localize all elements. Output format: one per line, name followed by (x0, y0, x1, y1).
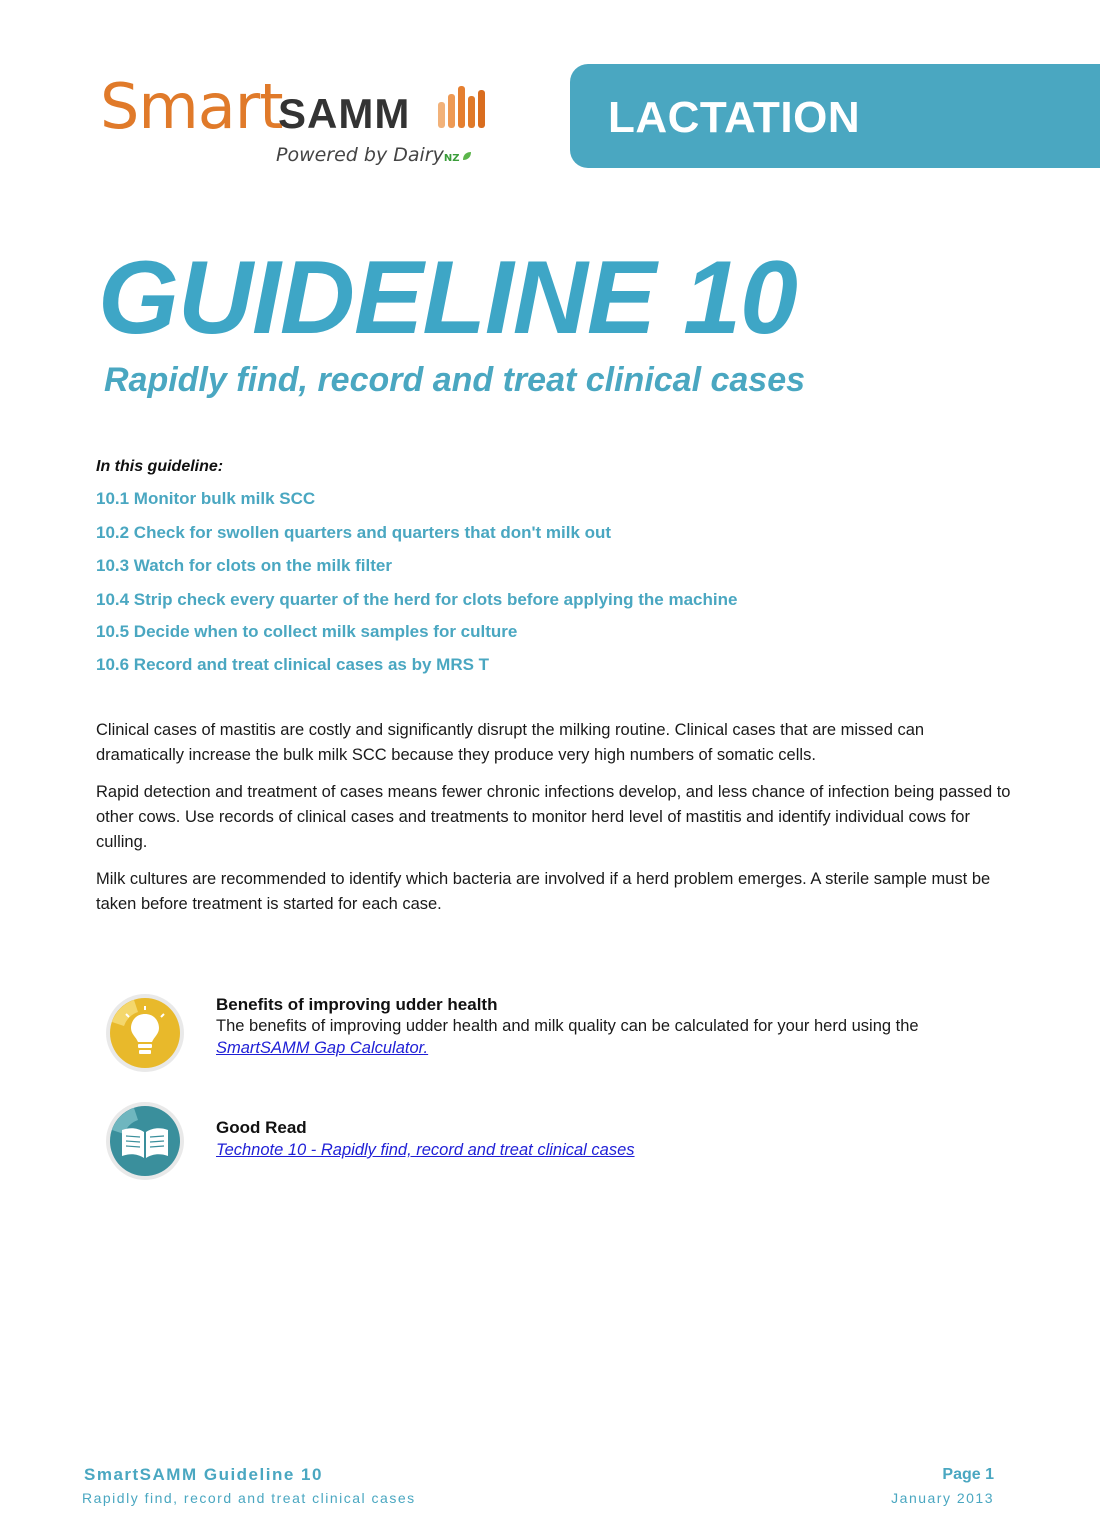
technote-link[interactable]: Technote 10 - Rapidly find, record and treat clinical cases (216, 1141, 635, 1159)
logo-word-smart: Smart (100, 70, 283, 143)
body-paragraph: Milk cultures are recommended to identify which bacteria are involved if a herd problem emerges. A sterile sample must be taken before treatment is started for each case. (96, 870, 991, 913)
benefits-text-after: . (423, 1039, 429, 1057)
toc-heading: In this guideline: (96, 458, 224, 475)
toc-item[interactable]: 10.4 Strip check every quarter of the herd for clots before applying the machine (96, 590, 738, 609)
footer-page-number: Page 1 (942, 1466, 994, 1483)
toc-item[interactable]: 10.3 Watch for clots on the milk filter (96, 556, 392, 575)
open-book-icon (104, 1100, 186, 1182)
footer-date: January 2013 (891, 1490, 994, 1506)
section-banner (570, 64, 1100, 168)
toc-item[interactable]: 10.5 Decide when to collect milk samples for culture (96, 622, 518, 641)
toc-item[interactable]: 10.6 Record and treat clinical cases as by MRS T (96, 655, 490, 674)
footer-subtitle: Rapidly find, record and treat clinical cases (82, 1490, 416, 1506)
logo-powered-text: Powered by Dairy (276, 144, 444, 166)
logo-powered-by (276, 142, 472, 172)
benefits-text (216, 1015, 1016, 1059)
banner-label: LACTATION (608, 93, 861, 142)
page-subtitle: Rapidly find, record and treat clinical cases (104, 361, 806, 399)
page-title: GUIDELINE 10 (98, 240, 797, 356)
logo-word-samm: SAMM (278, 90, 411, 137)
toc-item[interactable]: 10.2 Check for swollen quarters and quarters that don't milk out (96, 523, 612, 542)
smartsamm-logo (100, 72, 500, 182)
logo-nz: NZ (443, 153, 460, 164)
benefits-title: Benefits of improving udder health (216, 995, 498, 1014)
body-paragraph: Rapid detection and treatment of cases means fewer chronic infections develop, and less chance of infection being passed to other cows. Use records of clinical cases and treatments to monitor herd level of mastitis and identify individual cows for culling. (96, 783, 1011, 851)
gap-calculator-link[interactable]: SmartSAMM Gap Calculator (216, 1039, 424, 1057)
good-read-title: Good Read (216, 1118, 307, 1137)
lightbulb-icon (104, 992, 186, 1074)
leaf-icon (462, 151, 472, 161)
bar-chart-logo-icon (438, 86, 494, 128)
body-paragraph: Clinical cases of mastitis are costly and significantly disrupt the milking routine. Clinical cases that are missed can dramatically increase the bulk milk SCC because they produce very high numbers of somatic cells. (96, 721, 925, 764)
benefits-text-before: The benefits of improving udder health and milk quality can be calculated for your herd using the (216, 1017, 919, 1035)
toc-item[interactable]: 10.1 Monitor bulk milk SCC (96, 489, 316, 508)
good-read-text (216, 1139, 1016, 1161)
footer-title: SmartSAMM Guideline 10 (84, 1465, 323, 1484)
